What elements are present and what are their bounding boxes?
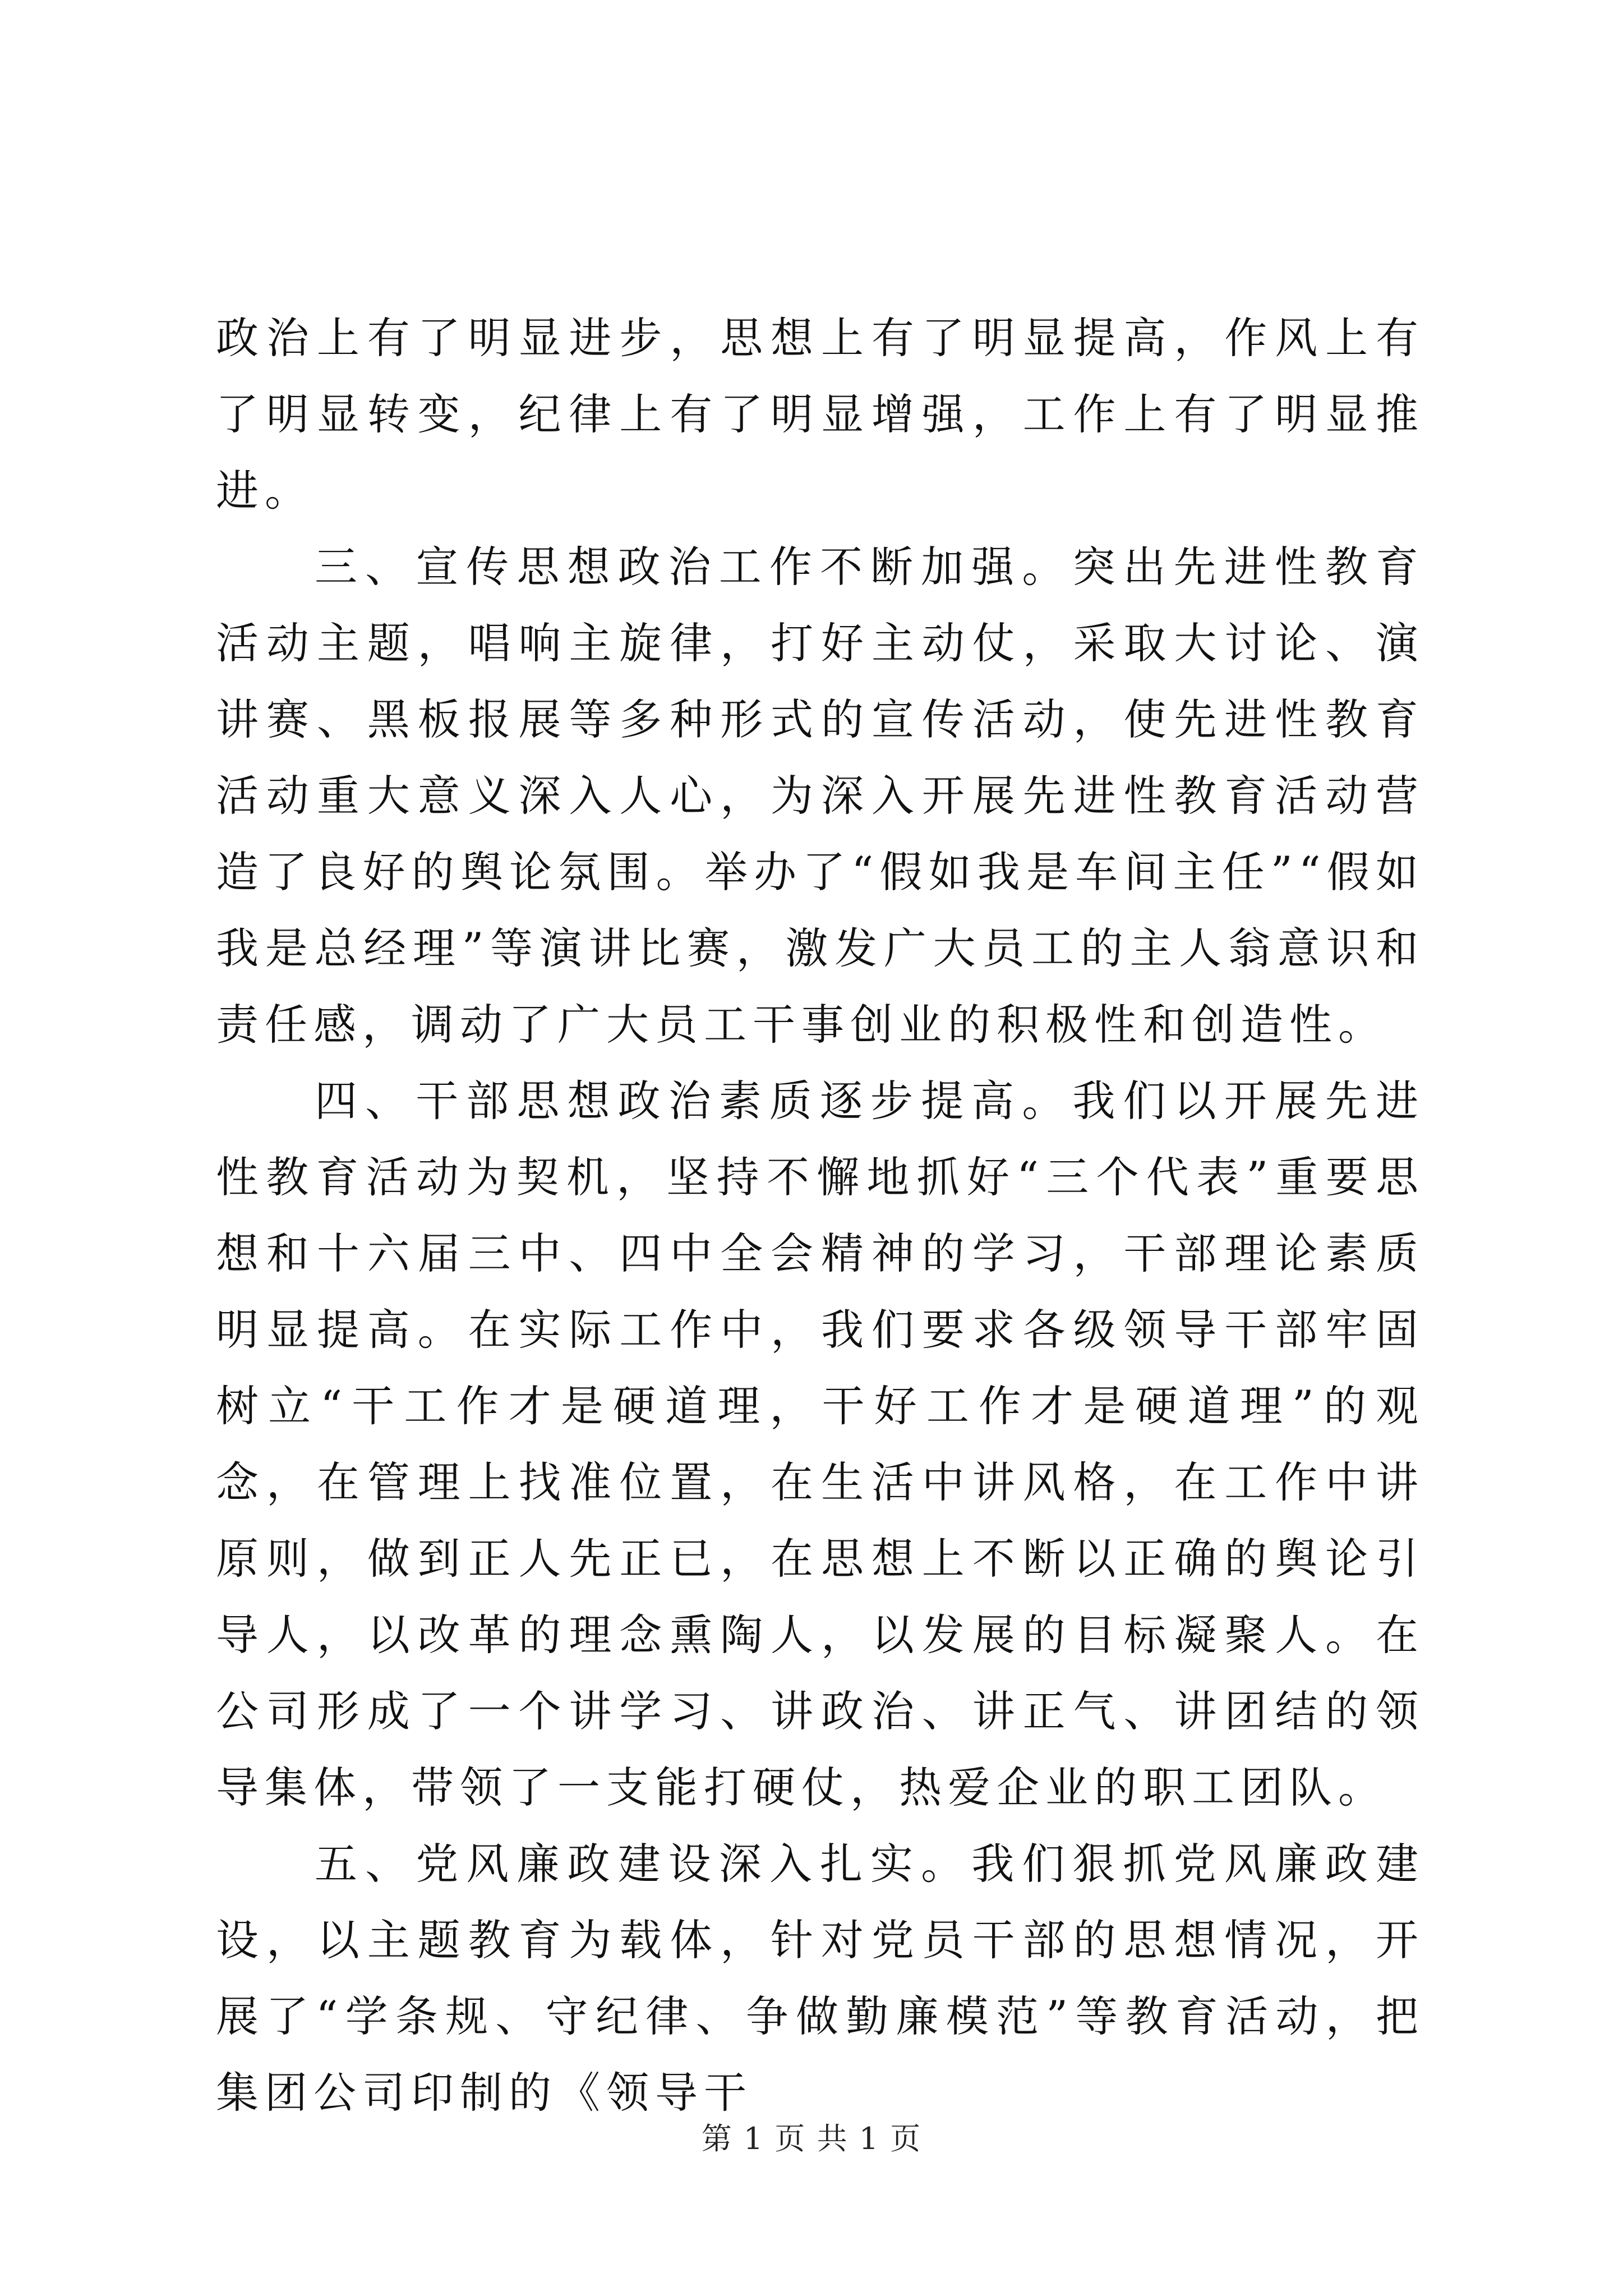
paragraph-section-5: 五、党风廉政建设深入扎实。我们狠抓党风廉政建设，以主题教育为载体，针对党员干部的思想情况，开展了“学条规、守纪律、争做勤廉模范”等教育活动，把集团公司印制的《领导干 (216, 1839, 1424, 2118)
paragraph-continuation: 政治上有了明显进步，思想上有了明显提高，作风上有了明显转变，纪律上有了明显增强，工作上有了明显推进。 (216, 313, 1424, 516)
page-number-footer: 第 1 页 共 1 页 (701, 2121, 922, 2156)
paragraph-section-4: 四、干部思想政治素质逐步提高。我们以开展先进性教育活动为契机，坚持不懈地抓好“三个代表”重要思想和十六届三中、四中全会精神的学习，干部理论素质明显提高。在实际工作中，我们要求各级领导干部牢固树立“干工作才是硬道理，干好工作才是硬道理”的观念，在管理上找准位置，在生活中讲风格，在工作中讲原则，做到正人先正已，在思想上不断以正确的舆论引导人，以改革的理念熏陶人，以发展的目标凝聚人。在公司形成了一个讲学习、讲政治、讲正气、讲团结的领导集体，带领了一支能打硬仗，热爱企业的职工团队。 (216, 1076, 1424, 1812)
paragraph-section-3: 三、宣传思想政治工作不断加强。突出先进性教育活动主题，唱响主旋律，打好主动仗，采取大讨论、演讲赛、黑板报展等多种形式的宣传活动，使先进性教育活动重大意义深入人心，为深入开展先进性教育活动营造了良好的舆论氛围。举办了“假如我是车间主任”“假如我是总经理”等演讲比赛，激发广大员工的主人翁意识和责任感，调动了广大员工干事创业的积极性和创造性。 (216, 542, 1424, 1050)
document-body (216, 300, 1424, 2131)
